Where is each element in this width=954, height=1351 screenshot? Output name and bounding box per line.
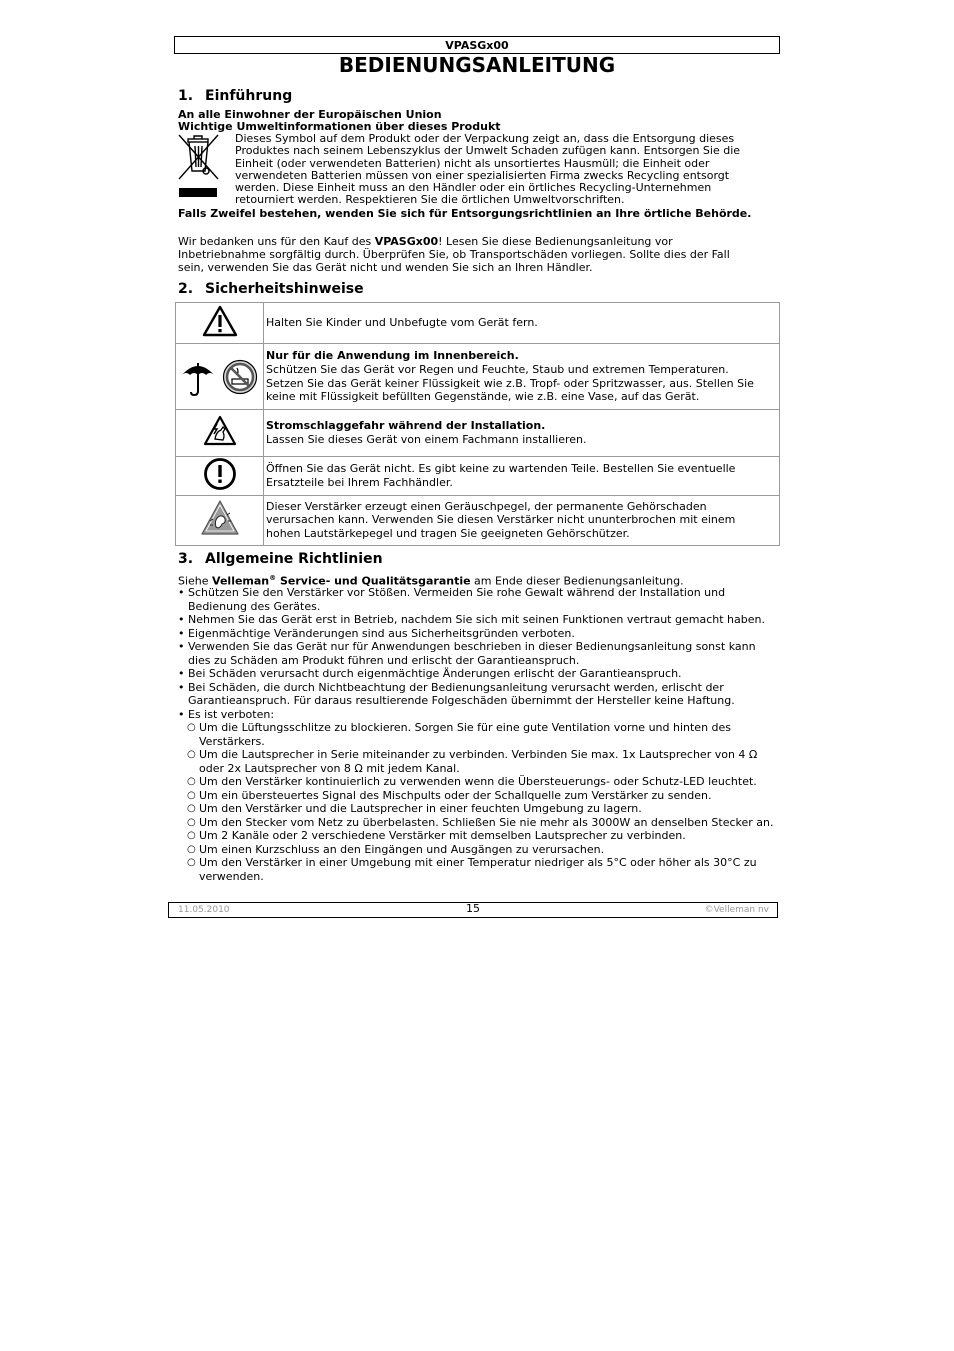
section-1-number: 1. bbox=[178, 88, 194, 104]
safety-line: Schützen Sie das Gerät vor Regen und Feuchte, Staub und extremen Temperaturen. bbox=[266, 362, 729, 376]
list-item-line: Es ist verboten: bbox=[188, 707, 275, 721]
guidelines-list bbox=[178, 586, 778, 883]
sub-list-item bbox=[178, 748, 778, 775]
sub-item-line: Um den Verstärker kontinuierlich zu verwenden wenn die Übersteuerungs- oder Schutz-LED leuchtet. bbox=[199, 775, 757, 788]
safety-line: Setzen Sie das Gerät keiner Flüssigkeit wie z.B. Tropf- oder Spritzwasser, aus. Stellen Sie bbox=[266, 376, 754, 390]
sub-list-item bbox=[178, 775, 778, 789]
weee-line: werden. Diese Einheit muss an den Händler oder ein örtliches Recycling-Unternehmen bbox=[235, 181, 712, 195]
sub-item-line: Um einen Kurzschluss an den Eingängen und Ausgängen zu verursachen. bbox=[199, 842, 605, 856]
no-liquid-icon bbox=[218, 370, 258, 383]
safety-line: Halten Sie Kinder und Unbefugte vom Gerät fern. bbox=[266, 316, 538, 330]
sub-item-line: verwenden. bbox=[199, 869, 264, 883]
safety-text-cell bbox=[264, 344, 780, 410]
weee-line: verwendeten Batterien müssen von einer spezialisierten Firma zwecks Recycling entsorgt bbox=[235, 168, 730, 182]
sub-bullet: ○ bbox=[187, 843, 196, 855]
sub-item-line: Verstärkers. bbox=[199, 734, 265, 748]
section-3-title: Allgemeine Richtlinien bbox=[205, 551, 383, 567]
sub-list-item bbox=[178, 856, 778, 883]
footer-page-number: 15 bbox=[466, 902, 480, 915]
eu-line-2: Wichtige Umweltinformationen über dieses Produkt bbox=[178, 120, 501, 133]
safety-bold-line: Nur für die Anwendung im Innenbereich. bbox=[266, 349, 519, 363]
umbrella-icon bbox=[181, 370, 219, 383]
sub-item-line: oder 2x Lautsprecher von 8 Ω mit jedem Kanal. bbox=[199, 761, 460, 775]
safety-text-cell bbox=[264, 410, 780, 457]
list-item-line: dies zu Schäden am Produkt führen und erlischt der Garantieanspruch. bbox=[188, 653, 580, 667]
bullet: • bbox=[178, 613, 185, 626]
electric-shock-icon bbox=[203, 437, 237, 450]
safety-line: verursachen kann. Verwenden Sie diesen Verstärker nicht ununterbrochen mit einem bbox=[266, 513, 736, 527]
list-item bbox=[178, 681, 778, 708]
sub-bullet: ○ bbox=[187, 816, 196, 828]
sub-bullet: ○ bbox=[187, 749, 196, 760]
list-item bbox=[178, 667, 778, 681]
list-item bbox=[178, 627, 778, 641]
section-1-title: Einführung bbox=[205, 88, 293, 104]
section-2-number: 2. bbox=[178, 281, 194, 297]
list-item bbox=[178, 708, 778, 722]
bullet: • bbox=[178, 667, 185, 680]
intro-registered: ® bbox=[269, 574, 277, 582]
safety-row bbox=[176, 410, 780, 457]
safety-line: Öffnen Sie das Gerät nicht. Es gibt keine zu wartenden Teile. Bestellen Sie eventuelle bbox=[266, 462, 736, 476]
safety-bold-line: Stromschlaggefahr während der Installation. bbox=[266, 419, 546, 433]
safety-icon-cell bbox=[176, 457, 264, 496]
list-item-line: Verwenden Sie das Gerät nur für Anwendungen beschrieben in dieser Bedienungsanleitung sonst kann bbox=[188, 640, 756, 653]
sub-item-line: Um den Verstärker in einer Umgebung mit einer Temperatur niedriger als 5°C oder höher als 30°C zu bbox=[199, 856, 757, 869]
list-item-line: Garantieanspruch. Für daraus resultierende Folgeschäden übernimmt der Hersteller keine Haftung. bbox=[188, 694, 735, 707]
sub-list-item bbox=[178, 816, 778, 830]
thanks-line-2: Inbetriebnahme sorgfältig durch. Überprüfen Sie, ob Transportschäden vorliegen. Sollte dies der Fall bbox=[178, 248, 730, 261]
eu-line-1: An alle Einwohner der Europäischen Union bbox=[178, 108, 442, 121]
safety-line: Ersatzteile bei Ihrem Fachhändler. bbox=[266, 475, 453, 489]
sub-bullet: ○ bbox=[187, 776, 196, 787]
intro-brand: Velleman bbox=[212, 574, 270, 588]
guidelines-intro bbox=[178, 572, 778, 588]
list-item-line: Bei Schäden, die durch Nichtbeachtung der Bedienungsanleitung verursacht werden, erlischt der bbox=[188, 680, 724, 694]
sub-item-line: Um ein übersteuertes Signal des Mischpults oder der Schallquelle zum Verstärker zu senden. bbox=[199, 788, 712, 802]
safety-row bbox=[176, 303, 780, 344]
footer-copyright: ©Velleman nv bbox=[704, 905, 769, 915]
safety-line: hohen Lautstärkepegel und tragen Sie geeigneten Gehörschützer. bbox=[266, 526, 630, 540]
bullet: • bbox=[178, 586, 185, 599]
header-model-box: VPASGx00 bbox=[174, 36, 780, 54]
sub-bullet: ○ bbox=[187, 803, 196, 814]
section-1-heading bbox=[178, 87, 292, 105]
sub-item-line: Um den Verstärker und die Lautsprecher in einer feuchten Umgebung zu lagern. bbox=[199, 802, 642, 815]
weee-bin-icon bbox=[178, 133, 222, 199]
sub-bullet: ○ bbox=[187, 857, 196, 868]
intro-prefix: Siehe bbox=[178, 574, 213, 588]
sub-item-line: Um die Lautsprecher in Serie miteinander zu verbinden. Verbinden Sie max. 1x Lautsprecher von 4 Ω bbox=[199, 748, 758, 761]
page-footer bbox=[168, 902, 778, 918]
weee-line: retourniert werden. Respektieren Sie die örtlichen Umweltvorschriften. bbox=[235, 193, 625, 207]
sub-list-item bbox=[178, 843, 778, 857]
weee-line: Dieses Symbol auf dem Produkt oder der Verpackung zeigt an, dass die Entsorgung dieses bbox=[235, 132, 735, 145]
list-item bbox=[178, 586, 778, 613]
thanks-suffix: ! Lesen Sie diese Bedienungsanleitung vor bbox=[438, 235, 673, 248]
safety-row bbox=[176, 495, 780, 545]
section-3-heading bbox=[178, 550, 383, 568]
section-2-heading bbox=[178, 280, 364, 298]
thanks-model: VPASGx00 bbox=[374, 235, 439, 248]
safety-icon-cell bbox=[176, 303, 264, 344]
sub-bullet: ○ bbox=[187, 722, 196, 733]
safety-text-cell bbox=[264, 457, 780, 496]
warning-triangle-icon bbox=[202, 327, 238, 340]
page-title: BEDIENUNGSANLEITUNG bbox=[338, 53, 616, 77]
list-item-line: Bei Schäden verursacht durch eigenmächtige Änderungen erlischt der Garantieanspruch. bbox=[188, 667, 682, 680]
bullet: • bbox=[178, 680, 185, 694]
sub-list-item bbox=[178, 802, 778, 816]
weee-line: Produktes nach seinem Lebenszyklus der Umwelt Schaden zufügen kann. Entsorgen Sie die bbox=[235, 144, 741, 158]
safety-table bbox=[175, 302, 780, 546]
sub-item-line: Um den Stecker vom Netz zu überbelasten. Schließen Sie nie mehr als 3000W an denselben Stecker an. bbox=[199, 815, 774, 829]
safety-icon-cell bbox=[176, 344, 264, 410]
safety-line: Dieser Verstärker erzeugt einen Geräuschpegel, der permanente Gehörschaden bbox=[266, 499, 707, 513]
sub-list-item bbox=[178, 789, 778, 803]
sub-list-item bbox=[178, 829, 778, 843]
safety-row bbox=[176, 457, 780, 496]
list-item-line: Nehmen Sie das Gerät erst in Betrieb, nachdem Sie sich mit seinen Funktionen vertraut gemacht haben. bbox=[188, 613, 765, 626]
sub-item-line: Um 2 Kanäle oder 2 verschiedene Verstärker mit demselben Lautsprecher zu verbinden. bbox=[199, 829, 686, 842]
section-2-title: Sicherheitshinweise bbox=[205, 281, 364, 297]
list-item-line: Bedienung des Gerätes. bbox=[188, 599, 321, 613]
weee-description bbox=[235, 133, 780, 207]
section-3-number: 3. bbox=[178, 551, 194, 567]
weee-line: Einheit (oder verwendeten Batterien) nicht als unsortiertes Hausmüll; die Einheit oder bbox=[235, 156, 710, 170]
bullet: • bbox=[178, 626, 185, 640]
sub-bullet: ○ bbox=[187, 830, 196, 841]
thanks-prefix: Wir bedanken uns für den Kauf des bbox=[178, 235, 375, 248]
list-item-line: Schützen Sie den Verstärker vor Stößen. Vermeiden Sie rohe Gewalt während der Installation und bbox=[188, 586, 726, 599]
sub-bullet: ○ bbox=[187, 789, 196, 801]
safety-text-cell bbox=[264, 495, 780, 545]
safety-icon-cell bbox=[176, 410, 264, 457]
safety-row bbox=[176, 344, 780, 410]
bullet: • bbox=[178, 640, 185, 653]
safety-text-cell bbox=[264, 303, 780, 344]
list-item bbox=[178, 613, 778, 627]
sub-list-item bbox=[178, 721, 778, 748]
intro-bold: Service- und Qualitätsgarantie bbox=[276, 574, 471, 588]
bullet: • bbox=[178, 707, 185, 721]
safety-line: Lassen Sie dieses Gerät von einem Fachmann installieren. bbox=[266, 433, 587, 446]
thanks-paragraph bbox=[178, 235, 778, 274]
sub-item-line: Um die Lüftungsschlitze zu blockieren. Sorgen Sie für eine gute Ventilation vorne und hinten des bbox=[199, 721, 732, 734]
safety-line: keine mit Flüssigkeit befüllten Gegenstände, wie z.B. eine Vase, auf das Gerät. bbox=[266, 390, 700, 404]
safety-icon-cell bbox=[176, 495, 264, 545]
intro-suffix: am Ende dieser Bedienungsanleitung. bbox=[470, 574, 684, 588]
thanks-line-3: sein, verwenden Sie das Gerät nicht und wenden Sie sich an Ihren Händler. bbox=[178, 261, 593, 274]
doubt-line: Falls Zweifel bestehen, wenden Sie sich für Entsorgungsrichtlinien an Ihre örtliche Behörde. bbox=[178, 207, 752, 220]
hearing-damage-icon bbox=[200, 527, 240, 540]
footer-date: 11.05.2010 bbox=[178, 905, 230, 915]
list-item bbox=[178, 640, 778, 667]
exclamation-circle-icon bbox=[203, 481, 237, 494]
list-item-line: Eigenmächtige Veränderungen sind aus Sicherheitsgründen verboten. bbox=[188, 626, 575, 640]
